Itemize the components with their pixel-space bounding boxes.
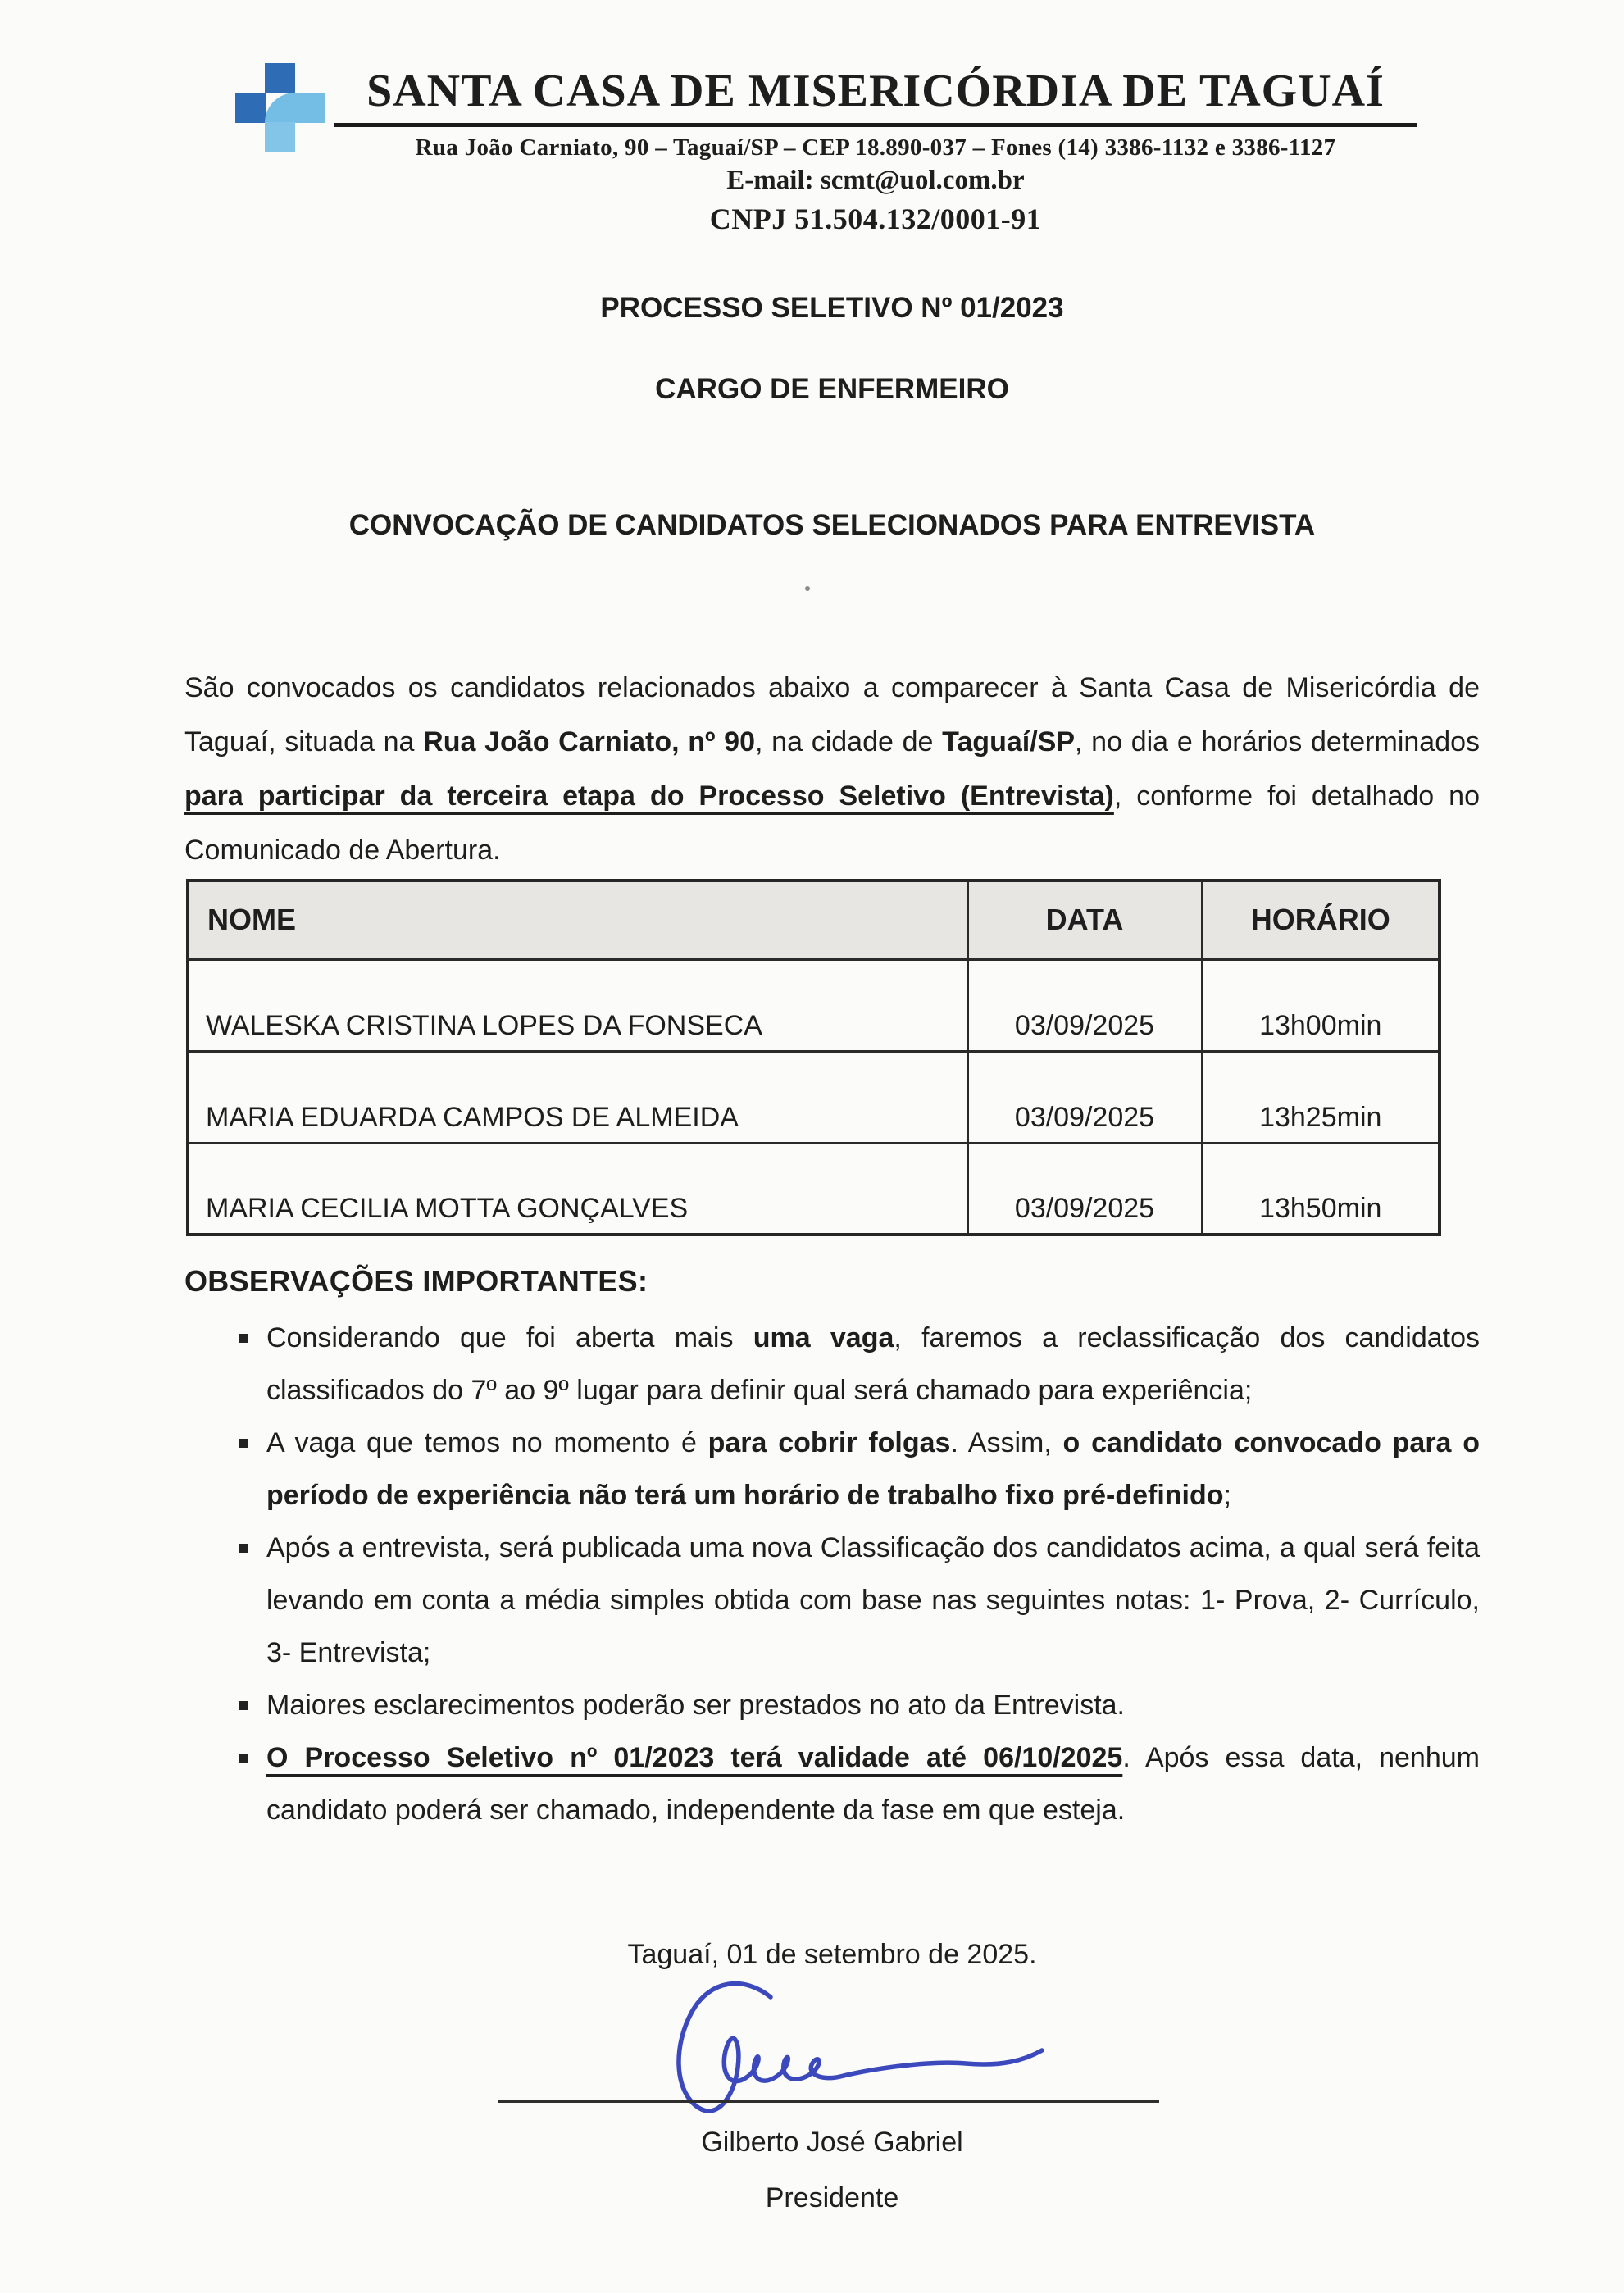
obs-text: ; (1223, 1480, 1231, 1511)
observation-item (184, 1731, 1480, 1836)
date-line: Taguaí, 01 de setembro de 2025. (627, 1939, 1037, 1970)
convocation-title: CONVOCAÇÃO DE CANDIDATOS SELECIONADOS PARA ENTREVISTA (348, 509, 1316, 541)
obs-bold: uma vaga (753, 1322, 894, 1354)
logo-square-top (265, 63, 295, 93)
cell-nome: MARIA CECILIA MOTTA GONÇALVES (188, 1143, 967, 1235)
observations-heading: OBSERVAÇÕES IMPORTANTES: (184, 1264, 648, 1298)
cell-horario: 13h00min (1202, 959, 1440, 1051)
table-row (188, 1143, 1440, 1235)
intro-paragraph (184, 661, 1480, 877)
cell-horario: 13h25min (1202, 1051, 1440, 1143)
observation-item (184, 1679, 1480, 1731)
signature-ink (597, 1972, 1056, 2120)
column-header-data: DATA (967, 880, 1202, 959)
obs-text: . Assim, (950, 1427, 1063, 1458)
signer-name: Gilberto José Gabriel (701, 2127, 963, 2158)
observation-item (184, 1417, 1480, 1522)
intro-bold-underline-stage: para participar da terceira etapa do Processo Seletivo (Entrevista) (184, 780, 1114, 812)
intro-text: , conforme foi detalhado no Comunicado de Abertura. (184, 780, 1480, 866)
intro-text: , na cidade de (755, 726, 943, 758)
obs-text: . Após essa data, nenhum candidato poderá ser chamado, independente da fase em que esteja. (266, 1742, 1480, 1826)
obs-bold: o candidato convocado para o período de experiência não terá um horário de trabalho fixo pré-definido (266, 1427, 1480, 1511)
cell-data: 03/09/2025 (967, 959, 1202, 1051)
obs-bold: para cobrir folgas (707, 1427, 951, 1458)
column-header-nome: NOME (188, 880, 967, 959)
intro-text: São convocados os candidatos relacionados abaixo a comparecer à Santa Casa de Misericórdia de Taguaí, situada na (184, 672, 1480, 758)
obs-text: Considerando que foi aberta mais (266, 1322, 753, 1354)
logo-quarter-circle (265, 93, 295, 123)
table-row (188, 959, 1440, 1051)
obs-text: A vaga que temos no momento é (266, 1427, 708, 1458)
org-name: SANTA CASA DE MISERICÓRDIA DE TAGUAÍ (334, 67, 1417, 127)
cell-nome: WALESKA CRISTINA LOPES DA FONSECA (188, 959, 967, 1051)
cell-data: 03/09/2025 (967, 1051, 1202, 1143)
table-row (188, 1051, 1440, 1143)
org-address: Rua João Carniato, 90 – Taguaí/SP – CEP 18.890-037 – Fones (14) 3386-1132 e 3386-1127 (415, 134, 1336, 161)
signature-line (498, 2100, 1159, 2103)
table-header-row (188, 880, 1440, 959)
signer-role: Presidente (765, 2182, 899, 2213)
letterhead (334, 67, 1417, 236)
org-logo (235, 63, 325, 153)
obs-bold-underline: O Processo Seletivo nº 01/2023 terá validade até 06/10/2025 (266, 1742, 1123, 1773)
observation-item (184, 1522, 1480, 1679)
intro-bold-city: Taguaí/SP (942, 726, 1076, 758)
scan-artifact-dot (805, 586, 810, 591)
candidates-table (186, 879, 1441, 1236)
logo-square-bottom (265, 122, 295, 152)
logo-square-right (294, 93, 325, 123)
cell-data: 03/09/2025 (967, 1143, 1202, 1235)
intro-text: , no dia e horários determinados (1075, 726, 1481, 758)
intro-bold-address: Rua João Carniato, nº 90 (423, 726, 755, 758)
cell-horario: 13h50min (1202, 1143, 1440, 1235)
obs-text: Após a entrevista, será publicada uma nova Classificação dos candidatos acima, a qual será feita levando em conta a média simples obtida com base nas seguintes notas: 1- Prova, 2- Currículo, 3- Entrevista; (266, 1532, 1480, 1668)
org-cnpj: CNPJ 51.504.132/0001-91 (709, 202, 1042, 235)
obs-text: Maiores esclarecimentos poderão ser prestados no ato da Entrevista. (266, 1690, 1125, 1721)
position-title: CARGO DE ENFERMEIRO (655, 373, 1009, 405)
org-email: E-mail: scmt@uol.com.br (726, 165, 1025, 195)
process-title: PROCESSO SELETIVO Nº 01/2023 (600, 292, 1064, 324)
cell-nome: MARIA EDUARDA CAMPOS DE ALMEIDA (188, 1051, 967, 1143)
observation-item (184, 1312, 1480, 1417)
column-header-horario: HORÁRIO (1202, 880, 1440, 959)
obs-text: , faremos a reclassificação dos candidatos classificados do 7º ao 9º lugar para definir qual será chamado para experiência; (266, 1322, 1481, 1406)
logo-square-left (235, 93, 266, 123)
observations-list (184, 1312, 1480, 1836)
